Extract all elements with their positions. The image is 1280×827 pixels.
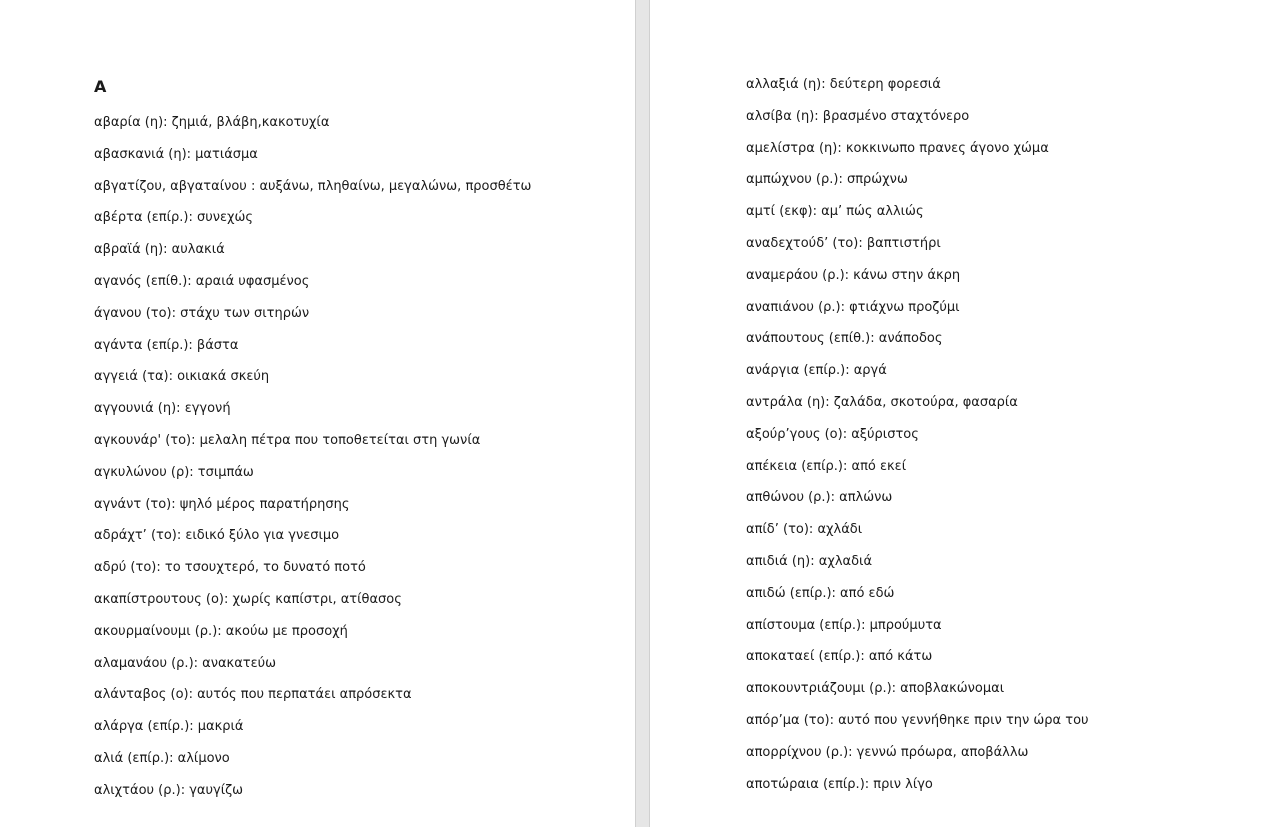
- glossary-entry: αλσίβα (η): βρασμένο σταχτόνερο: [746, 108, 970, 124]
- glossary-entry: αβασκανιά (η): ματιάσμα: [94, 146, 258, 162]
- right-entry-list: [746, 75, 1089, 806]
- glossary-entry: αξούρ’γους (ο): αξύριστος: [746, 426, 919, 442]
- glossary-entry: αγγειά (τα): οικιακά σκεύη: [94, 369, 270, 385]
- glossary-entry: αμελίστρα (η): κοκκινωπο πρανες άγονο χώμα: [746, 140, 1049, 156]
- glossary-entry: αγκυλώνου (ρ): τσιμπάω: [94, 464, 254, 480]
- glossary-entry: αλάνταβος (ο): αυτός που περπατάει απρόσεκτα: [94, 687, 412, 703]
- glossary-entry: απιδώ (επίρ.): από εδώ: [746, 585, 895, 601]
- glossary-entry: αποτώραια (επίρ.): πριν λίγο: [746, 776, 933, 792]
- glossary-entry: αλαμανάου (ρ.): ανακατεύω: [94, 655, 277, 671]
- glossary-entry: αβαρία (η): ζημιά, βλάβη,κακοτυχία: [94, 115, 330, 130]
- left-entry-list: [94, 113, 531, 813]
- glossary-entry: ακαπίστρουτους (ο): χωρίς καπίστρι, ατίθασος: [94, 591, 402, 607]
- glossary-entry: αναμεράου (ρ.): κάνω στην άκρη: [746, 267, 961, 283]
- section-heading: Α: [94, 77, 107, 96]
- right-page: [650, 0, 1280, 827]
- glossary-entry: αδρύ (το): το τσουχτερό, το δυνατό ποτό: [94, 560, 366, 576]
- glossary-entry: αμτί (εκφ): αμ’ πώς αλλιώς: [746, 204, 924, 220]
- glossary-entry: απίδ’ (το): αχλάδι: [746, 522, 863, 538]
- glossary-entry: αποκουντριάζουμι (ρ.): αποβλακώνομαι: [746, 681, 1005, 697]
- glossary-entry: απόρ’μα (το): αυτό που γεννήθηκε πριν την ώρα του: [746, 712, 1089, 728]
- left-page: [0, 0, 635, 827]
- glossary-entry: αγνάντ (το): ψηλό μέρος παρατήρησης: [94, 496, 350, 512]
- glossary-entry: αγγουνιά (η): εγγονή: [94, 401, 231, 417]
- glossary-entry: αλιά (επίρ.): αλίμονο: [94, 750, 230, 766]
- glossary-entry: αλιχτάου (ρ.): γαυγίζω: [94, 782, 244, 798]
- glossary-entry: αβραϊά (η): αυλακιά: [94, 242, 225, 258]
- glossary-entry: αμπώχνου (ρ.): σπρώχνω: [746, 172, 908, 188]
- glossary-entry: απέκεια (επίρ.): από εκεί: [746, 458, 907, 474]
- glossary-entry: αγκουνάρ' (το): μελαλη πέτρα που τοποθετείται στη γωνία: [94, 432, 481, 448]
- glossary-entry: ανάργια (επίρ.): αργά: [746, 363, 887, 379]
- glossary-entry: αγάντα (επίρ.): βάστα: [94, 337, 239, 353]
- glossary-entry: ακουρμαίνουμι (ρ.): ακούω με προσοχή: [94, 623, 348, 639]
- glossary-entry: απορρίχνου (ρ.): γεννώ πρόωρα, αποβάλλω: [746, 744, 1029, 760]
- glossary-entry: αγανός (επίθ.): αραιά υφασμένος: [94, 273, 310, 289]
- glossary-entry: απιδιά (η): αχλαδιά: [746, 553, 873, 569]
- glossary-entry: αδράχτ’ (το): ειδικό ξύλο για γνεσιμο: [94, 528, 340, 544]
- glossary-entry: αλάργα (επίρ.): μακριά: [94, 719, 244, 735]
- glossary-entry: αντράλα (η): ζαλάδα, σκοτούρα, φασαρία: [746, 394, 1018, 410]
- page-gutter: [635, 0, 650, 827]
- glossary-entry: αναπιάνου (ρ.): φτιάχνω προζύμι: [746, 299, 960, 315]
- glossary-entry: άγανου (το): στάχυ των σιτηρών: [94, 305, 310, 321]
- glossary-entry: απίστουμα (επίρ.): μπρούμυτα: [746, 617, 942, 633]
- glossary-entry: αβγατίζου, αβγαταίνου : αυξάνω, πληθαίνω, μεγαλώνω, προσθέτω: [94, 178, 532, 194]
- glossary-entry: αβέρτα (επίρ.): συνεχώς: [94, 210, 254, 226]
- glossary-entry: απθώνου (ρ.): απλώνω: [746, 490, 893, 506]
- glossary-entry: ανάπουτους (επίθ.): ανάποδος: [746, 331, 943, 347]
- glossary-entry: αποκαταεί (επίρ.): από κάτω: [746, 649, 933, 665]
- glossary-entry: αναδεχτούδ’ (το): βαπτιστήρι: [746, 235, 941, 251]
- glossary-entry: αλλαξιά (η): δεύτερη φορεσιά: [746, 77, 941, 92]
